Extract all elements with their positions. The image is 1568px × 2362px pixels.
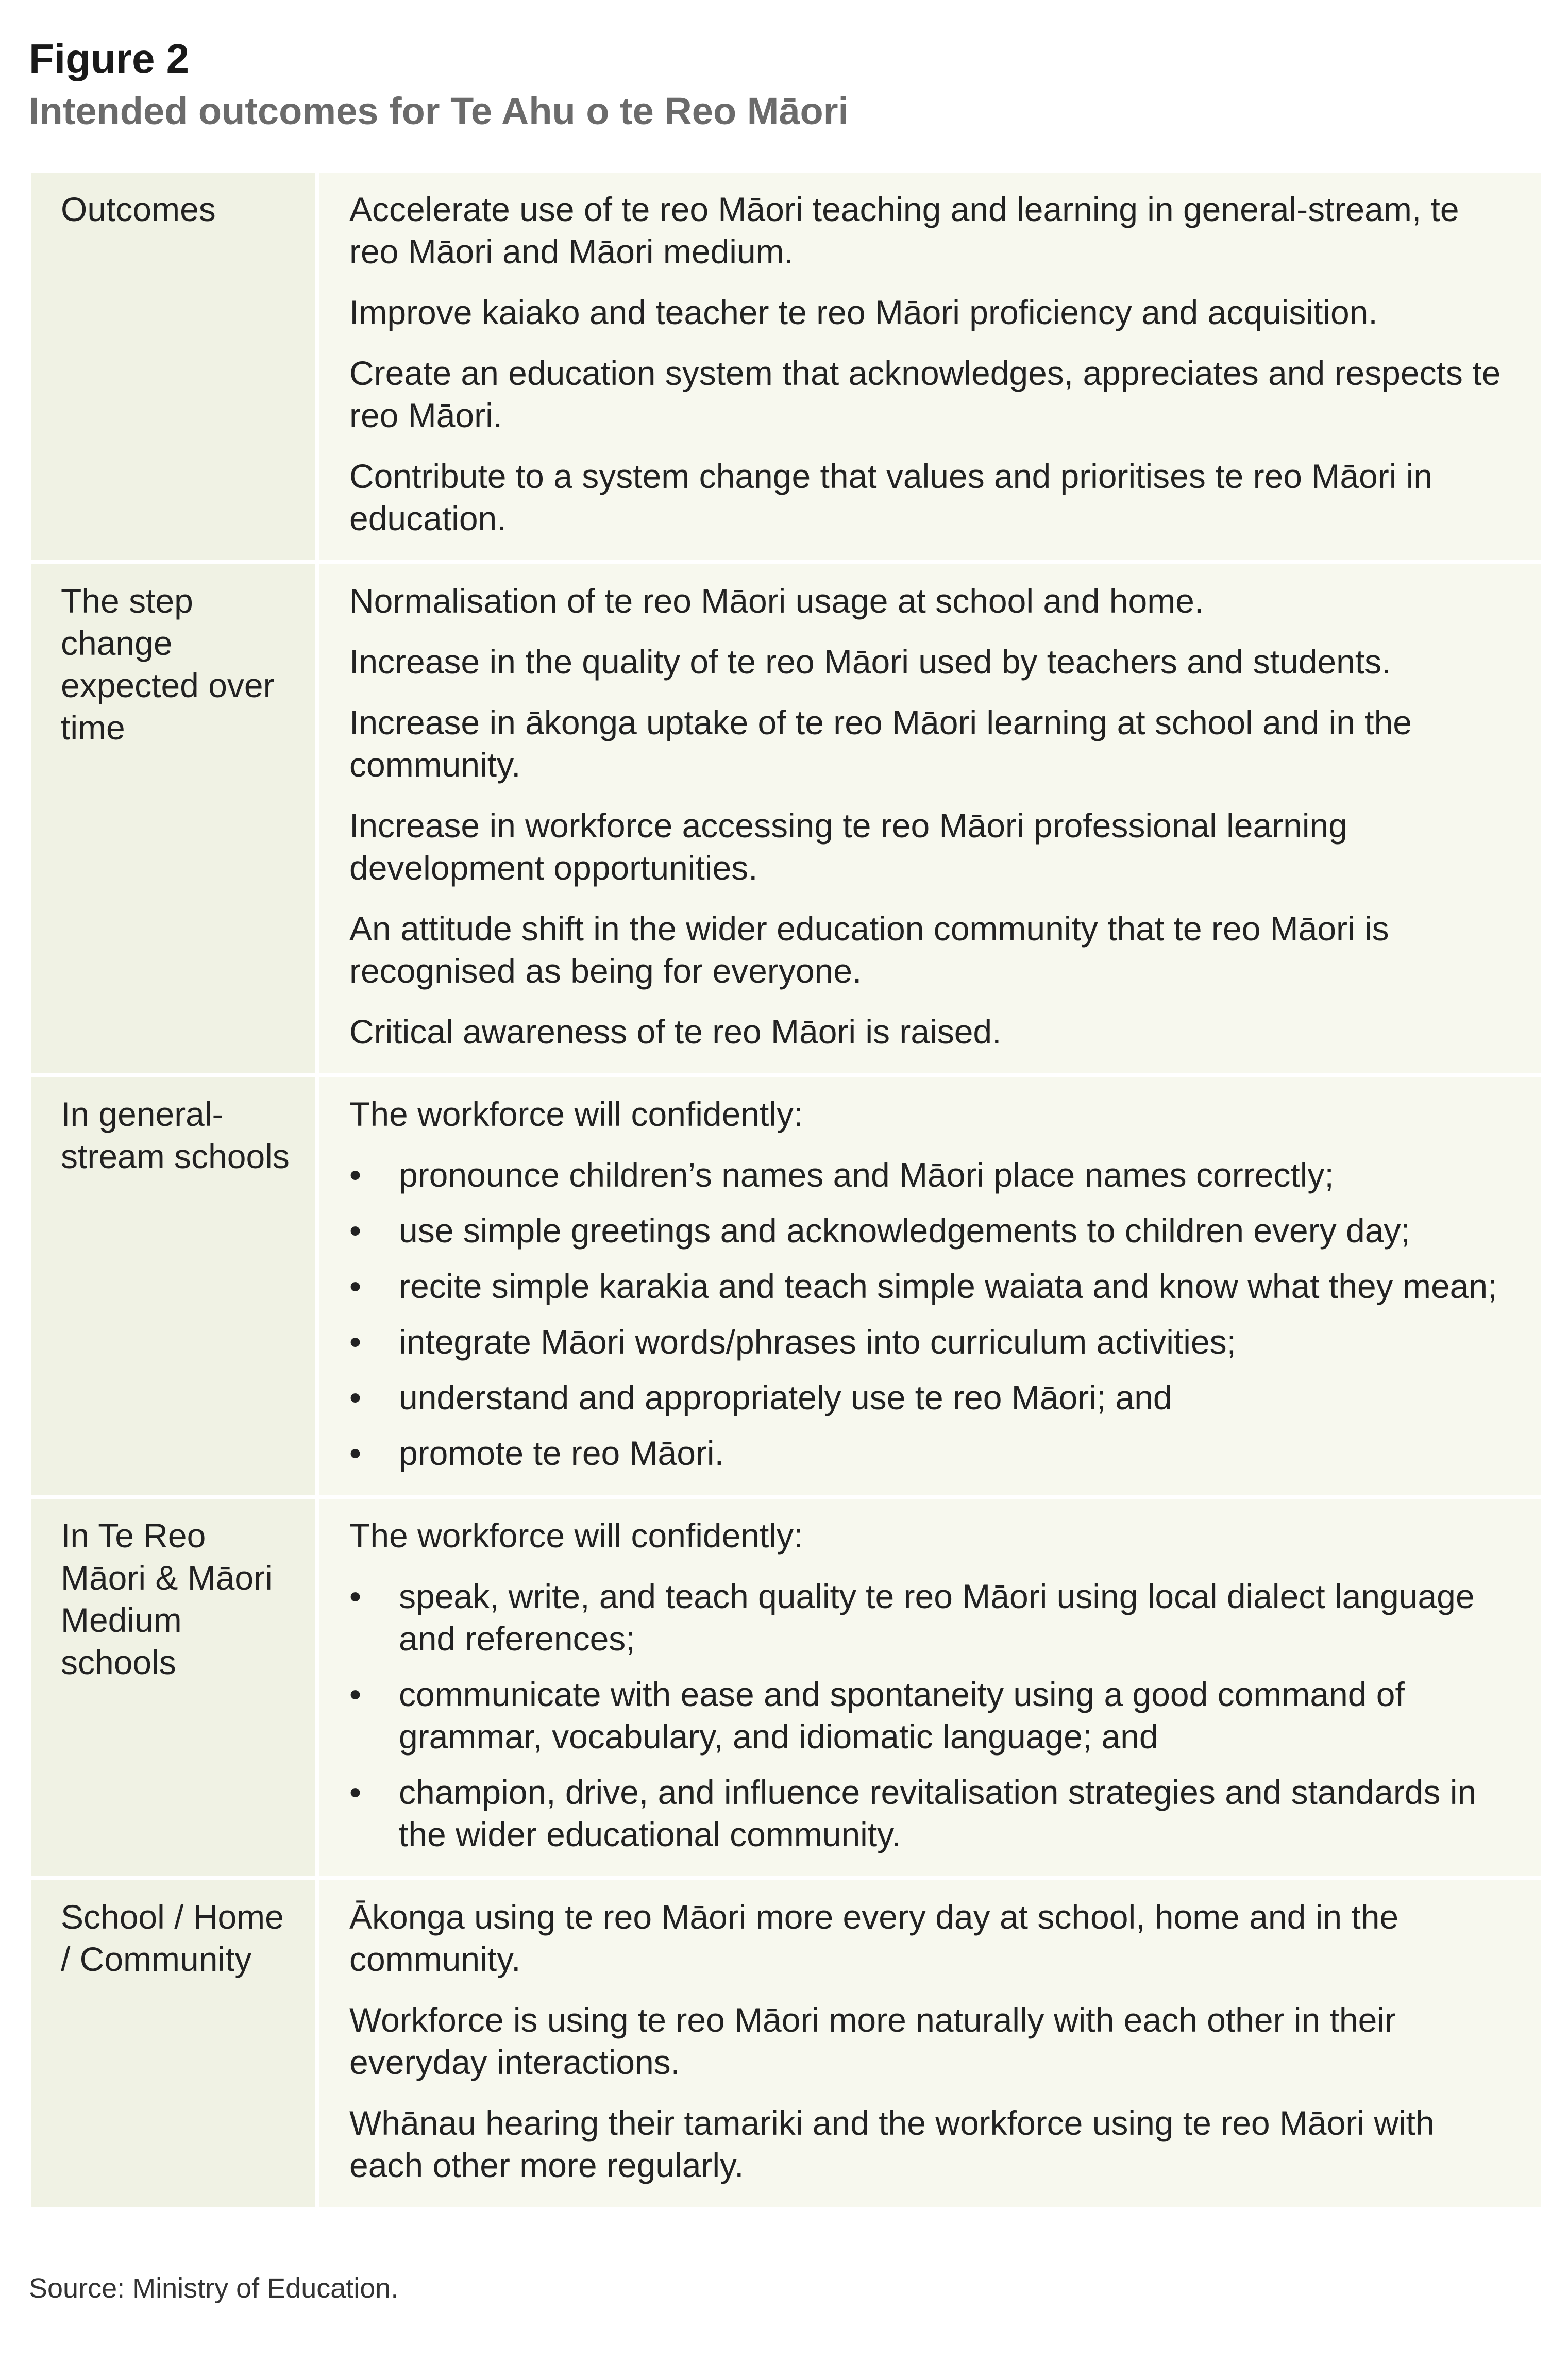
bullet-icon: •	[349, 1434, 362, 1472]
list-item-text: integrate Māori words/phrases into curriculum activities;	[399, 1323, 1236, 1361]
list-item-text: understand and appropriately use te reo Māori; and	[399, 1378, 1172, 1416]
bullet-icon: •	[349, 1773, 362, 1811]
row-paragraph: Increase in workforce accessing te reo Māori professional learning development opportunities.	[349, 806, 1347, 887]
row-paragraph: Critical awareness of te reo Māori is raised.	[349, 1013, 1002, 1051]
row-content	[319, 1077, 1541, 1495]
table-row	[31, 564, 1541, 1077]
list-item-text: champion, drive, and influence revitalisation strategies and standards in the wider educational community.	[399, 1773, 1477, 1853]
bullet-icon: •	[349, 1378, 362, 1416]
bullet-list	[349, 1575, 1505, 1855]
list-item-text: pronounce children’s names and Māori place names correctly;	[399, 1156, 1334, 1194]
list-item	[349, 1154, 1505, 1196]
row-paragraph: Normalisation of te reo Māori usage at school and home.	[349, 582, 1204, 620]
table-row	[31, 1499, 1541, 1880]
list-item	[349, 1771, 1505, 1855]
list-item	[349, 1265, 1505, 1307]
row-label: In Te Reo Māori & Māori Medium schools	[31, 1499, 319, 1876]
row-intro: The workforce will confidently:	[349, 1095, 803, 1133]
bullet-icon: •	[349, 1156, 362, 1194]
row-content	[319, 173, 1541, 560]
row-paragraph: Create an education system that acknowledges, appreciates and respects te reo Māori.	[349, 354, 1501, 434]
row-label: In general-stream schools	[31, 1077, 319, 1495]
row-label: School / Home / Community	[31, 1880, 319, 2207]
bullet-icon: •	[349, 1323, 362, 1361]
row-label: The step change expected over time	[31, 564, 319, 1073]
source-note: Source: Ministry of Education.	[29, 2273, 399, 2304]
row-paragraph: Contribute to a system change that values and prioritises te reo Māori in education.	[349, 457, 1433, 537]
row-content	[319, 564, 1541, 1073]
bullet-icon: •	[349, 1577, 362, 1615]
table-row	[31, 173, 1541, 564]
row-paragraph: Improve kaiako and teacher te reo Māori proficiency and acquisition.	[349, 293, 1378, 331]
list-item-text: recite simple karakia and teach simple waiata and know what they mean;	[399, 1267, 1497, 1305]
bullet-icon: •	[349, 1267, 362, 1305]
list-item	[349, 1376, 1505, 1419]
row-content	[319, 1499, 1541, 1876]
row-paragraph: An attitude shift in the wider education community that te reo Māori is recognised as being for everyone.	[349, 909, 1389, 990]
row-paragraph: Increase in the quality of te reo Māori used by teachers and students.	[349, 643, 1391, 681]
row-label: Outcomes	[31, 173, 319, 560]
bullet-list	[349, 1154, 1505, 1474]
outcomes-table	[31, 173, 1541, 2211]
table-row	[31, 1077, 1541, 1499]
list-item	[349, 1321, 1505, 1363]
row-intro: The workforce will confidently:	[349, 1516, 803, 1555]
row-content	[319, 1880, 1541, 2207]
figure-label: Figure 2	[29, 36, 190, 81]
bullet-icon: •	[349, 1675, 362, 1713]
bullet-icon: •	[349, 1211, 362, 1250]
list-item-text: promote te reo Māori.	[399, 1434, 724, 1472]
list-item-text: speak, write, and teach quality te reo Māori using local dialect language and references;	[399, 1577, 1475, 1658]
list-item-text: communicate with ease and spontaneity using a good command of grammar, vocabulary, and idiomatic language; and	[399, 1675, 1405, 1756]
list-item-text: use simple greetings and acknowledgements to children every day;	[399, 1211, 1410, 1250]
row-paragraph: Accelerate use of te reo Māori teaching and learning in general-stream, te reo Māori and Māori medium.	[349, 190, 1459, 271]
list-item	[349, 1575, 1505, 1660]
list-item	[349, 1209, 1505, 1252]
figure-title: Intended outcomes for Te Ahu o te Reo Māori	[29, 90, 849, 132]
table-row	[31, 1880, 1541, 2211]
row-paragraph: Whānau hearing their tamariki and the workforce using te reo Māori with each other more regularly.	[349, 2104, 1435, 2184]
row-paragraph: Workforce is using te reo Māori more naturally with each other in their everyday interactions.	[349, 2001, 1396, 2081]
list-item	[349, 1673, 1505, 1758]
row-paragraph: Ākonga using te reo Māori more every day at school, home and in the community.	[349, 1898, 1399, 1978]
list-item	[349, 1432, 1505, 1474]
row-paragraph: Increase in ākonga uptake of te reo Māori learning at school and in the community.	[349, 703, 1412, 784]
